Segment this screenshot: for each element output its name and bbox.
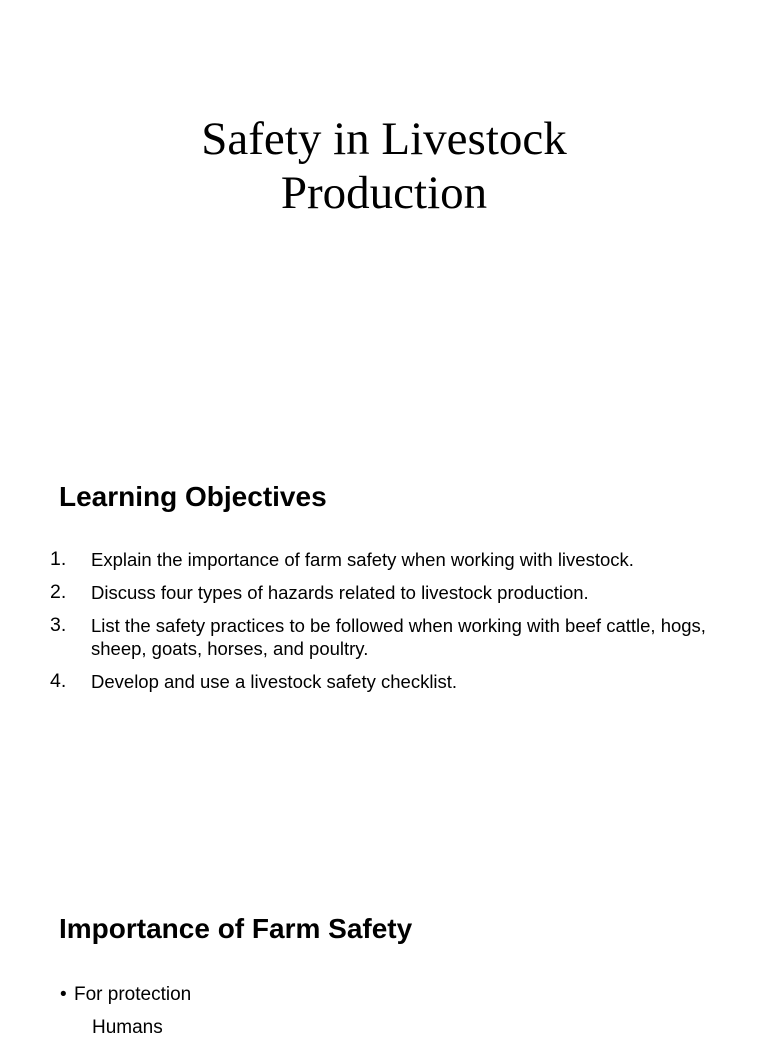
bullet-icon: • — [60, 984, 67, 1005]
list-item — [50, 614, 740, 660]
item-text: Discuss four types of hazards related to livestock production. — [91, 582, 589, 603]
item-number: 4. — [50, 670, 67, 692]
objectives-list — [50, 548, 740, 703]
title-line-1: Safety in Livestock — [201, 113, 567, 165]
list-item — [92, 1016, 163, 1040]
list-item — [50, 548, 740, 571]
slide-heading: Learning Objectives — [59, 481, 327, 512]
bullet-list — [60, 983, 191, 1007]
slide-heading: Importance of Farm Safety — [59, 913, 413, 944]
item-number: 2. — [50, 581, 67, 603]
presentation-title — [0, 112, 768, 220]
item-text: Humans — [92, 1017, 163, 1038]
item-number: 3. — [50, 614, 67, 636]
item-number: 1. — [50, 548, 67, 570]
list-item — [50, 581, 740, 604]
learning-objectives-slide — [0, 430, 768, 860]
list-item — [60, 983, 191, 1007]
list-item — [50, 670, 740, 693]
title-slide — [0, 0, 768, 430]
item-text: List the safety practices to be followed when working with beef cattle, hogs, sheep, goats, horses, and poultry. — [91, 615, 706, 659]
sub-bullet-list — [92, 1016, 163, 1040]
item-text: Explain the importance of farm safety when working with livestock. — [91, 549, 634, 570]
item-text: For protection — [74, 984, 192, 1005]
importance-slide — [0, 860, 768, 1038]
title-line-2: Production — [280, 167, 488, 219]
item-text: Develop and use a livestock safety checklist. — [91, 671, 458, 692]
